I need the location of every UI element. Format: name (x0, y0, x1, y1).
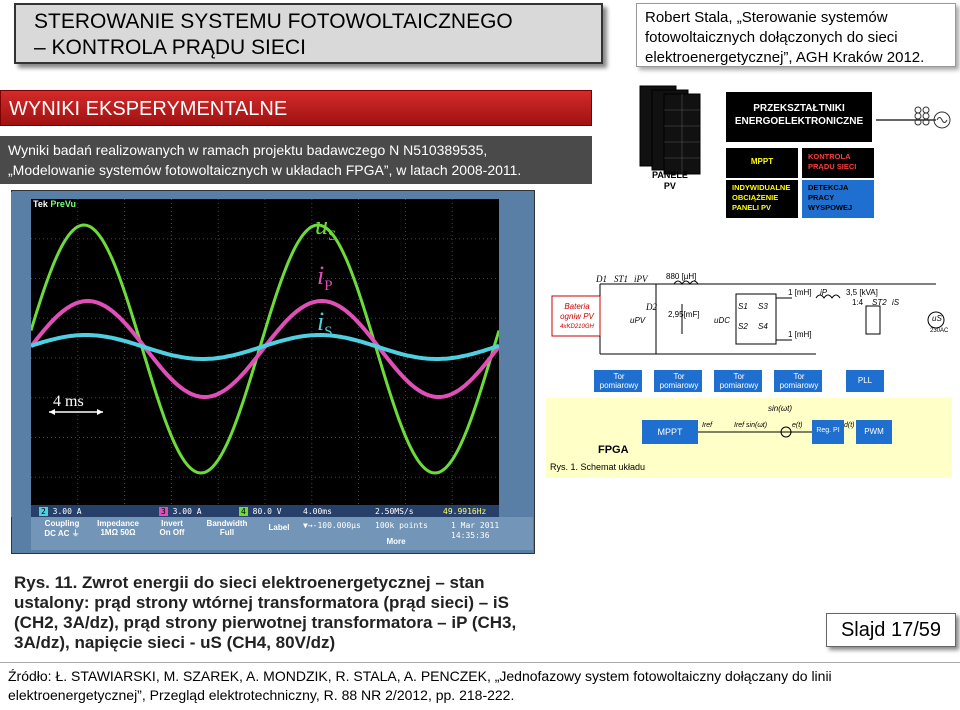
iref-sin-label: Iref sin(ωt) (734, 422, 768, 429)
oscilloscope-screen (31, 199, 499, 517)
d2-label: D2 (646, 302, 657, 312)
date-readout: 1 Mar 2011 (451, 521, 500, 530)
time-readout: 14:35:36 (451, 531, 490, 540)
record-length-readout: 100k points (375, 521, 428, 530)
ratio-label: 1:4 (852, 298, 864, 307)
island-detect-label: DETEKCJA PRACY WYSPOWEJ (808, 183, 853, 212)
bandwidth-button[interactable]: Bandwidth Full (206, 519, 248, 537)
time-offset-readout: ▼→-100.000µs (303, 521, 361, 530)
figure-caption: Rys. 11. Zwrot energii do sieci elektroenergetycznej – stan ustalony: prąd strony wtórnej transformatora (prąd sieci) – iS (CH2, 3A/dz), prąd strony pierwotnej transformatora – iP (CH3, 3A/dz), napięcie sieci - uS (CH4, 80V/dz) (14, 573, 517, 652)
regpi-label: Reg. PI (816, 427, 840, 434)
transformer-icon (915, 107, 929, 125)
reference-box (636, 3, 956, 67)
udc-label: uDC (714, 316, 731, 325)
individual-load-label: INDYWIDUALNE OBCIĄŻENIE PANELI PV (732, 183, 791, 212)
pv-panels-icon (640, 86, 700, 174)
section-heading: WYNIKI EKSPERYMENTALNE (0, 90, 592, 126)
reference-line-1: Robert Stala, „Sterowanie systemów (645, 9, 888, 26)
s4-label: S4 (758, 322, 768, 331)
source-citation (0, 662, 960, 710)
is-label: iS (892, 298, 900, 307)
label-button[interactable]: Label (268, 523, 290, 532)
sample-rate-readout: 2.50MS/s (375, 507, 414, 516)
label-ip: $i_P$ (317, 261, 333, 295)
more-button[interactable]: More (386, 537, 406, 546)
frequency-readout: 49.9916Hz (443, 507, 487, 516)
mppt-label: MPPT (750, 157, 774, 166)
kva-label: 3,5 [kVA] (846, 288, 878, 297)
mppt-block-label: MPPT (657, 427, 683, 437)
ch3-readout: 3 3.00 A (161, 507, 202, 516)
scope-left-margin (11, 192, 31, 517)
coupling-button[interactable]: Coupling DC AC ⏚ (44, 519, 80, 538)
time-div-readout: 4.00ms (303, 507, 332, 516)
grid-control-label: KONTROLA PRĄDU SIECI (808, 152, 857, 171)
reference-line-2: fotowoltaicznych dołączonych do sieci (645, 29, 898, 46)
us-label: uS (932, 314, 942, 323)
fpga-label: FPGA (598, 444, 629, 456)
upv-label: uPV (630, 316, 646, 325)
ch2-readout: 2 3.00 A (41, 507, 82, 516)
ch4-readout: 4 80.0 V (241, 507, 282, 516)
title-line-2: – KONTROLA PRĄDU SIECI (34, 36, 306, 59)
reference-line-3: elektroenergetycznej”, AGH Kraków 2012. (645, 49, 925, 66)
system-schematic (546, 270, 952, 480)
slide-title-box (14, 3, 603, 64)
s2-label: S2 (738, 322, 748, 331)
label-us: $u_S$ (315, 211, 337, 245)
grid-voltage-label: 230AC (930, 328, 949, 334)
measurement-4-label: Tor pomiarowy (779, 372, 819, 390)
s1-label: S1 (738, 302, 748, 311)
description-line-1: Wyniki badań realizowanych w ramach projektu badawczego N N510389535, (8, 142, 488, 158)
measurement-3-label: Tor pomiarowy (719, 372, 759, 390)
timebase-label: 4 ms (53, 393, 84, 410)
l880-label: 880 [µH] (666, 272, 697, 281)
pv-system-diagram (636, 80, 958, 222)
slide-title (34, 9, 513, 61)
pv-battery-label: Bateria ogniw PV 4xKD210GH (560, 302, 594, 330)
measurement-2-label: Tor pomiarowy (659, 372, 699, 390)
sin-label: sin(ωt) (768, 404, 793, 413)
slide-number: Slajd 17/59 (826, 613, 956, 647)
source-line-2: elektroenergetycznej”, Przegląd elektrotechniczny, R. 88 NR 2/2012, pp. 218-222. (8, 687, 515, 703)
scope-brand: Tek PreVu (33, 199, 77, 209)
converters-label: PRZEKSZTAŁTNIKI ENERGOELEKTRONICZNE (734, 103, 864, 127)
label-is: $i_S$ (317, 307, 333, 341)
st1-label: ST1 (614, 274, 629, 284)
pwm-label: PWM (864, 427, 884, 436)
source-line-1: Źródło: Ł. STAWIARSKI, M. SZAREK, A. MONDZIK, R. STALA, A. PENCZEK, „Jednofazowy system fotowoltaiczny dołączany do linii (8, 668, 832, 684)
st2-label: ST2 (872, 298, 887, 307)
error-label: e(t) (792, 422, 803, 429)
ipv-label: iPV (634, 274, 648, 284)
scope-menu-bar (31, 517, 533, 550)
impedance-button[interactable]: Impedance 1MΩ 50Ω (97, 519, 139, 537)
d1-label: D1 (596, 274, 607, 284)
timebase-arrow-right (97, 409, 103, 415)
waveform-plot (31, 199, 499, 517)
description-line-2: „Modelowanie systemów fotowoltaicznych w układach FPGA”, w latach 2008-2011. (8, 162, 522, 178)
duty-label: d(t) (844, 422, 855, 429)
schematic-caption: Rys. 1. Schemat układu (550, 462, 646, 472)
l1a-label: 1 [mH] (788, 288, 812, 297)
s3-label: S3 (758, 302, 768, 311)
measurement-1-label: Tor pomiarowy (599, 372, 639, 390)
ip-label: iP (820, 288, 828, 297)
l1b-label: 1 [mH] (788, 330, 812, 339)
power-circuit (600, 281, 944, 354)
pv-panels-label: PANELE PV (652, 170, 688, 191)
pll-label: PLL (857, 376, 873, 385)
iref-label: Iref (702, 422, 713, 429)
invert-button[interactable]: Invert On Off (159, 519, 185, 537)
description-box (0, 136, 592, 184)
title-line-1: STEROWANIE SYSTEMU FOTOWOLTAICZNEGO (34, 10, 513, 33)
c295-label: 2,95[mF] (668, 310, 700, 319)
